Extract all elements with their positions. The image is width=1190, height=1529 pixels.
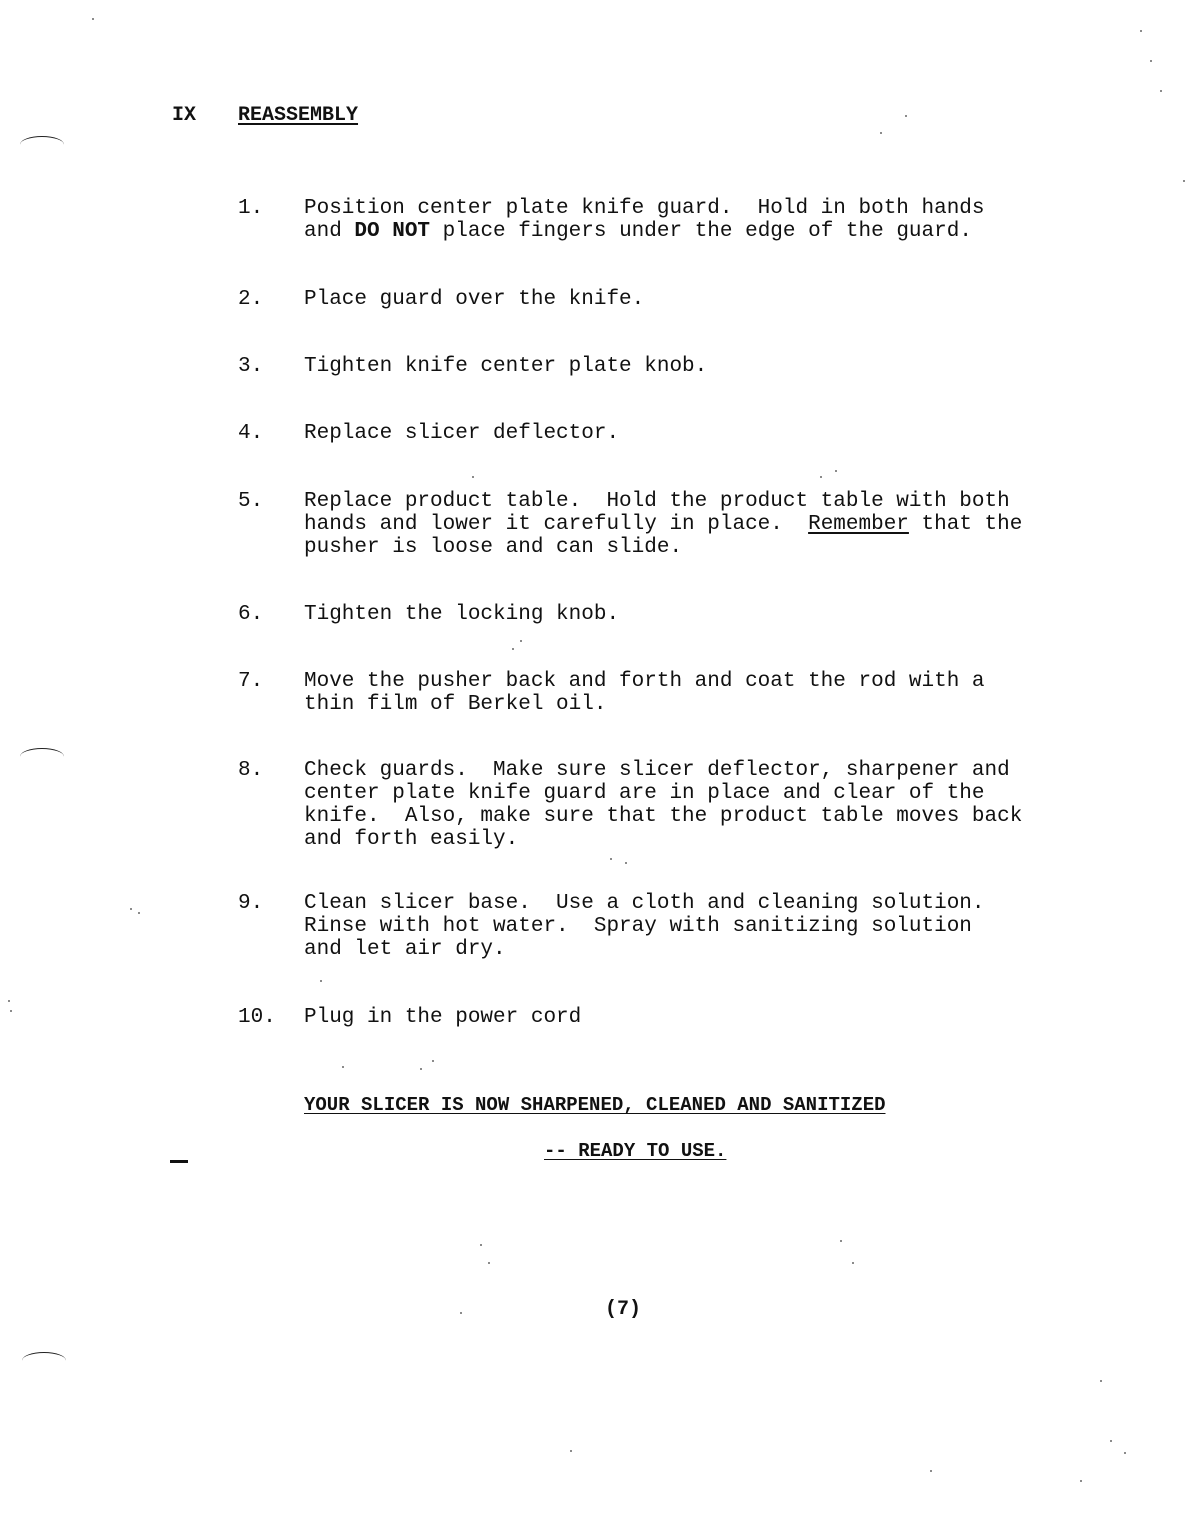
step-text-line: Place guard over the knife. [304,288,645,311]
emphasis-bold: DO NOT [354,220,431,243]
section-number: IX [172,104,197,127]
step-number: 3. [238,355,264,378]
step-number: 2. [238,288,264,311]
scan-speck [130,908,132,910]
scan-speck [512,648,514,650]
scan-speck [92,18,94,20]
step-text [304,892,1079,961]
scan-speck [835,470,837,472]
step-text-line: Plug in the power cord [304,1006,582,1029]
scan-speck [905,115,907,117]
emphasis-underline: Remember [808,513,909,536]
step-number: 10. [238,1006,276,1029]
scan-speck [472,476,474,478]
step-text-line: and let air dry. [304,938,506,961]
scan-speck [1124,1452,1126,1454]
binder-hole-mark [20,748,64,765]
step-text [304,355,1079,378]
scan-speck [488,1262,490,1264]
scan-speck [625,862,627,864]
scan-speck [1080,1480,1082,1482]
step-number: 7. [238,670,264,693]
scan-speck [880,132,882,134]
scan-speck [320,980,322,982]
step-text [304,670,1079,716]
closing-statement: YOUR SLICER IS NOW SHARPENED, CLEANED AND SANITIZED [304,1094,886,1116]
scan-speck [820,476,822,478]
step-text [304,759,1079,851]
scan-speck [8,1000,10,1002]
step-text-line: thin film of Berkel oil. [304,693,607,716]
step-number: 4. [238,422,264,445]
binder-hole-mark [20,136,64,153]
scan-speck [138,912,140,914]
section-title: REASSEMBLY [238,104,359,127]
step-text [304,603,1079,626]
scan-speck [1140,30,1142,32]
scan-speck [420,1068,422,1070]
scan-speck [480,1244,482,1246]
step-number: 6. [238,603,264,626]
step-text-line: Tighten the locking knob. [304,603,620,626]
step-text-line: Replace slicer deflector. [304,422,620,445]
scan-speck [342,1066,344,1068]
step-text [304,1006,1079,1029]
scan-speck [1160,90,1162,92]
scan-speck [610,858,612,860]
scan-speck [1110,1440,1112,1442]
step-text [304,422,1079,445]
scan-speck [570,1450,572,1452]
scan-speck [1150,60,1152,62]
step-number: 8. [238,759,264,782]
step-text-line: Clean slicer base. Use a cloth and cleaning solution. [304,892,985,915]
page-number: (7) [605,1298,642,1321]
step-text-line: and DO NOT place fingers under the edge of the guard. [304,220,972,243]
scan-speck [930,1470,932,1472]
step-text [304,490,1079,559]
step-text-line: Rinse with hot water. Spray with sanitizing solution [304,915,972,938]
step-text-line: hands and lower it carefully in place. Remember that the [304,513,1023,536]
binder-hole-mark [22,1352,66,1369]
step-text-line: pusher is loose and can slide. [304,536,683,559]
step-number: 9. [238,892,264,915]
step-number: 5. [238,490,264,513]
step-text [304,197,1079,243]
scan-speck [840,1240,842,1242]
scan-speck [1183,180,1185,182]
step-text-line: center plate knife guard are in place and clear of the [304,782,985,805]
step-text [304,288,1079,311]
step-text-line: Check guards. Make sure slicer deflector, sharpener and [304,759,1010,782]
scan-speck [520,640,522,642]
scan-speck [10,1010,12,1012]
step-number: 1. [238,197,264,220]
step-text-line: Move the pusher back and forth and coat the rod with a [304,670,985,693]
step-text-line: knife. Also, make sure that the product table moves back [304,805,1023,828]
step-text-line: Replace product table. Hold the product table with both [304,490,1010,513]
scan-speck [852,1262,854,1264]
scan-speck [1100,1380,1102,1382]
margin-dash [170,1160,188,1163]
step-text-line: and forth easily. [304,828,519,851]
closing-ready: -- READY TO USE. [544,1140,727,1162]
scan-speck [460,1312,462,1314]
step-text-line: Position center plate knife guard. Hold in both hands [304,197,985,220]
step-text-line: Tighten knife center plate knob. [304,355,708,378]
scan-speck [432,1060,434,1062]
